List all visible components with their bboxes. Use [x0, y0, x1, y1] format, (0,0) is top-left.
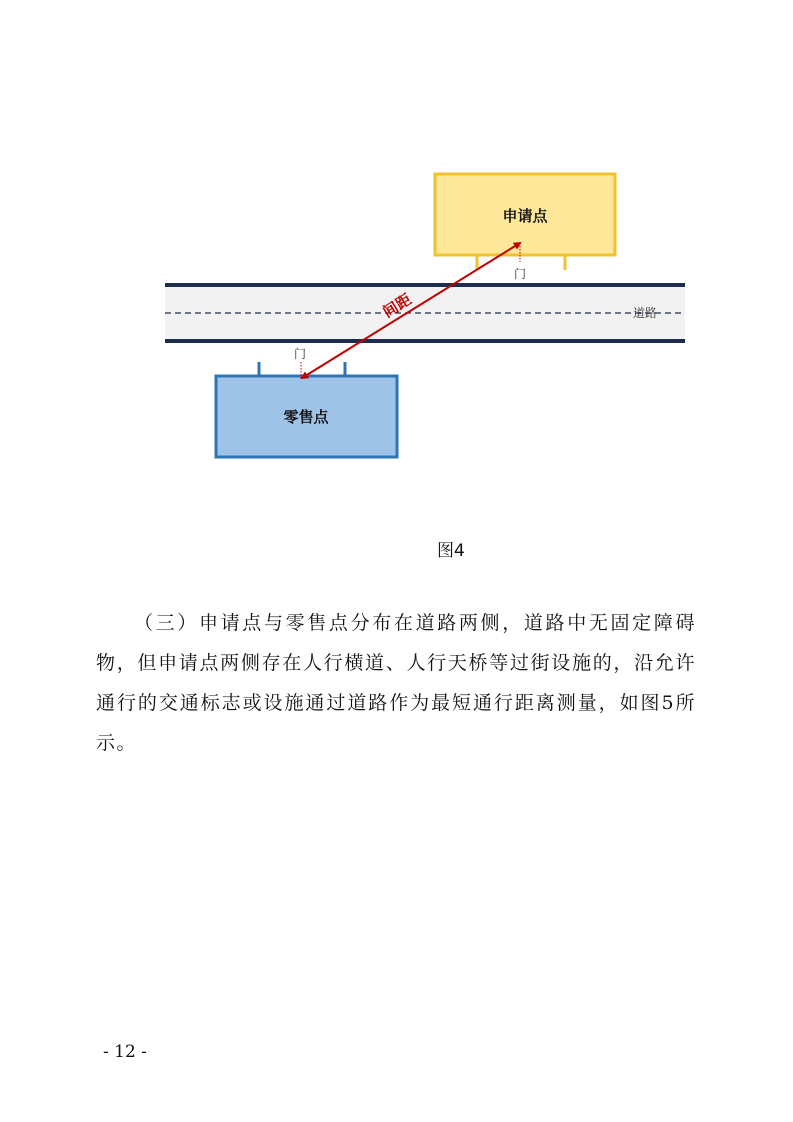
retail-door-label: 门 — [294, 347, 307, 361]
retail-label: 零售点 — [283, 408, 329, 426]
applicant-door-label: 门 — [514, 267, 527, 281]
road-label: 道路 — [633, 306, 658, 320]
applicant-label: 申请点 — [502, 207, 548, 225]
distance-label: 间距 — [379, 290, 415, 322]
figure-caption: 图4 — [437, 541, 465, 561]
page-number: - 12 - — [103, 1042, 147, 1062]
body-paragraph: （三）申请点与零售点分布在道路两侧，道路中无固定障碍物，但申请点两侧存在人行横道、人行天桥等过街设施的，沿允许通行的交通标志或设施通过道路作为最短通行距离测量，如图5所示。 — [96, 612, 696, 754]
road-distance-diagram — [0, 0, 793, 520]
road — [165, 285, 685, 341]
applicant-box — [435, 174, 615, 270]
